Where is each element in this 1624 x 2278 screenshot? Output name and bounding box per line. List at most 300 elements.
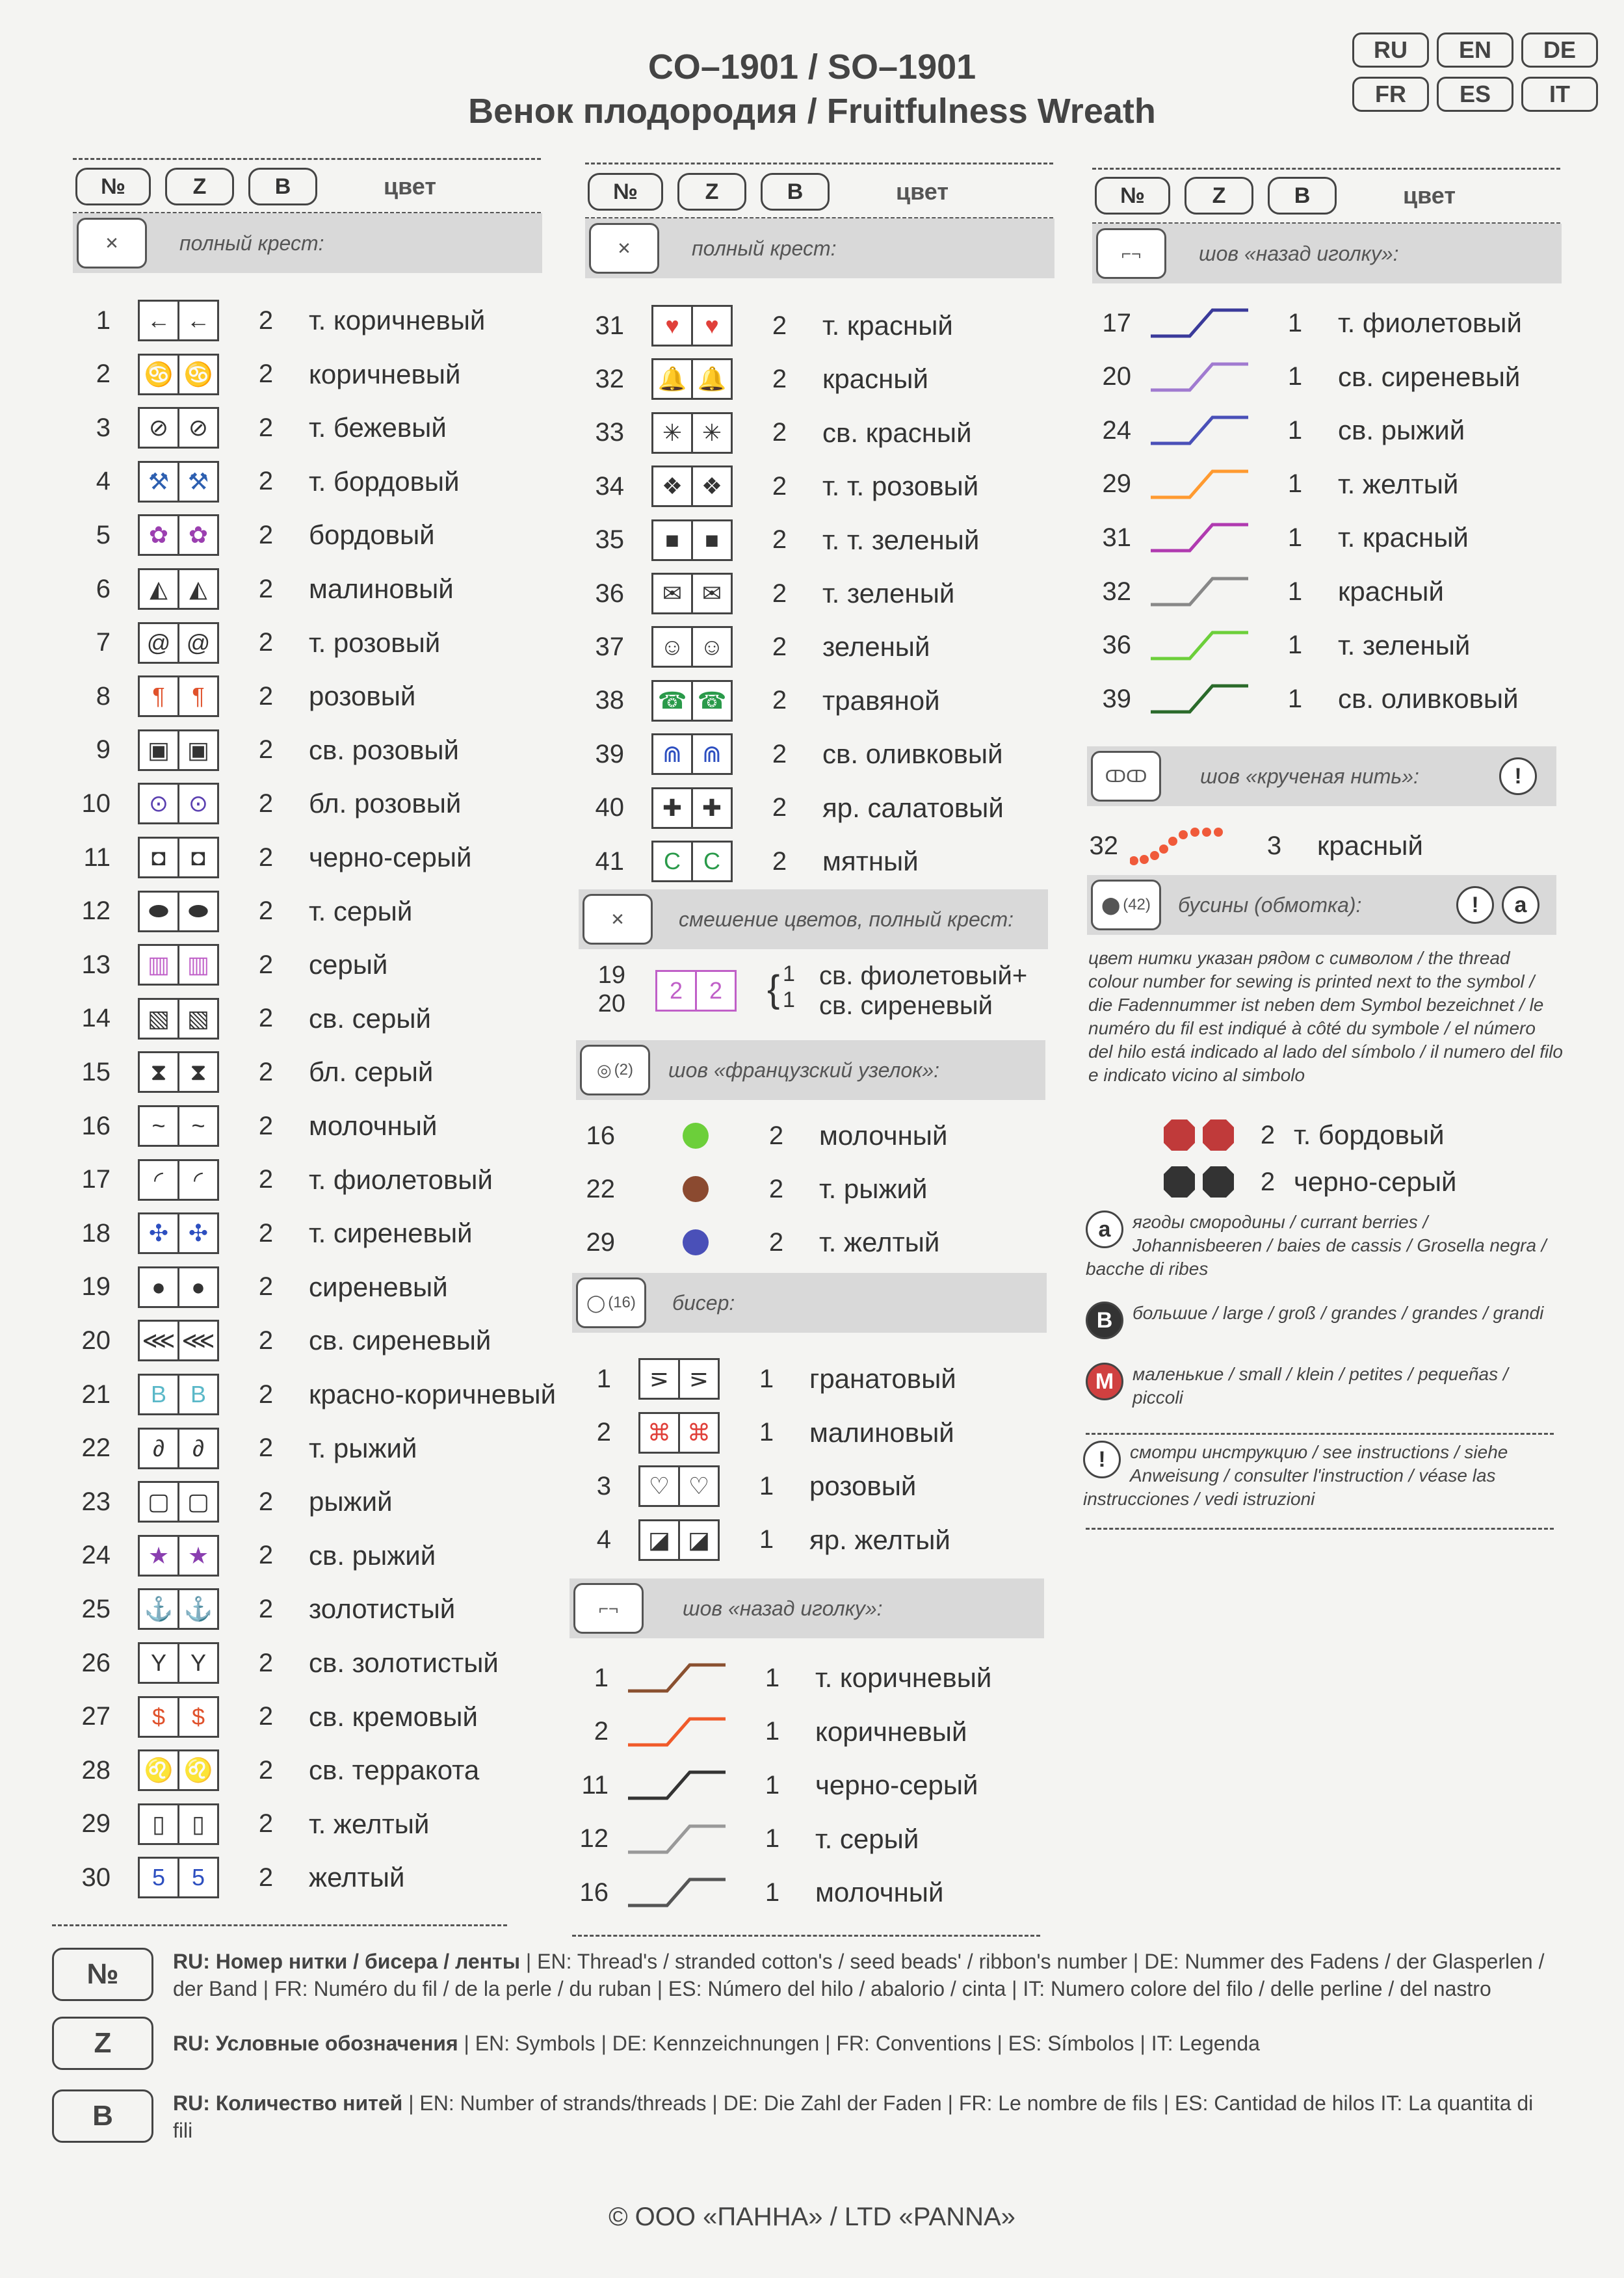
blend-strands: 1 1 bbox=[783, 962, 795, 1012]
row-number: 12 bbox=[81, 897, 111, 926]
section-backstitch-2 bbox=[570, 1578, 1044, 1638]
strand-count: 2 bbox=[772, 364, 787, 393]
color-row bbox=[572, 624, 930, 670]
symbol-glyph: ❖ bbox=[653, 467, 693, 505]
color-row bbox=[559, 1463, 916, 1509]
bead-pair-red bbox=[1164, 1116, 1242, 1155]
symbol-glyph: ⋝ bbox=[688, 1365, 709, 1392]
color-name: черно-серый bbox=[309, 842, 472, 872]
strands-header: B bbox=[248, 168, 317, 205]
stitch-path bbox=[1151, 525, 1248, 551]
stitch-symbol bbox=[651, 680, 733, 722]
note-text: большие / large / groß / grandes / grandes / grandi bbox=[1133, 1303, 1544, 1323]
twist-bead bbox=[1130, 856, 1138, 865]
color-row bbox=[59, 942, 387, 988]
backstitch-row bbox=[557, 1762, 978, 1808]
lang-en-button[interactable]: EN bbox=[1437, 33, 1513, 68]
backstitch-line bbox=[628, 1655, 726, 1701]
symbol-glyph: ⬬ bbox=[188, 897, 209, 924]
backstitch-row bbox=[1079, 300, 1522, 346]
section-label: бисер: bbox=[672, 1290, 735, 1315]
backstitch-row bbox=[557, 1816, 919, 1862]
symbol-glyph: ✚ bbox=[653, 789, 693, 827]
backstitch-line bbox=[1151, 354, 1248, 400]
small-bead-icon: M bbox=[1086, 1363, 1123, 1400]
color-name: св. рыжий bbox=[309, 1539, 436, 1571]
symbol-glyph: 🔔 bbox=[697, 365, 727, 393]
strand-count: 2 bbox=[258, 1755, 274, 1785]
color-name: т. бордовый bbox=[309, 465, 460, 497]
stitch-symbol bbox=[138, 1803, 219, 1845]
row-number: 16 bbox=[81, 1111, 111, 1140]
stitch-symbol bbox=[138, 891, 219, 932]
strand-count: 2 bbox=[772, 686, 787, 715]
color-name: красно-коричневый bbox=[309, 1379, 557, 1409]
color-name: св. сиреневый bbox=[1338, 361, 1521, 392]
stitch-symbol bbox=[138, 1588, 219, 1630]
symbol-glyph: ◜ bbox=[140, 1161, 179, 1199]
symbol-glyph: ⊘ bbox=[140, 409, 179, 447]
symbol-glyph: ⌘ bbox=[640, 1414, 680, 1452]
french-knot-icon: ◎ (2) bbox=[580, 1045, 650, 1095]
color-row bbox=[59, 1264, 448, 1310]
row-number: 2 bbox=[96, 360, 111, 389]
color-row bbox=[59, 1103, 437, 1149]
language-selector bbox=[1352, 33, 1598, 112]
color-name: т. коричневый bbox=[815, 1662, 992, 1693]
brace: { bbox=[767, 968, 780, 1010]
strand-count: 2 bbox=[258, 681, 274, 711]
stitch-symbol bbox=[138, 1320, 219, 1361]
row-number: 36 bbox=[595, 579, 624, 608]
strand-count: 1 bbox=[765, 1770, 780, 1800]
bead-row bbox=[1164, 1112, 1457, 1159]
row-number: 24 bbox=[1102, 415, 1131, 445]
color-name: красный bbox=[1317, 830, 1423, 861]
section-full-cross-1 bbox=[73, 213, 542, 273]
stitch-path bbox=[628, 1826, 726, 1852]
symbol-glyph: ⋒ bbox=[701, 740, 722, 768]
note-text: ягоды смородины / currant berries / Johannisbeeren / baies de cassis / Grosella negra / bacche di ribes bbox=[1086, 1212, 1547, 1279]
section-label: шов «французский узелок»: bbox=[668, 1058, 939, 1082]
color-row bbox=[572, 410, 972, 456]
section-twisted bbox=[1087, 746, 1556, 806]
row-number: 1 bbox=[594, 1663, 609, 1692]
symbol-glyph: ✳ bbox=[653, 414, 693, 452]
strand-count: 2 bbox=[772, 471, 787, 501]
color-name: св. оливковый bbox=[1338, 683, 1519, 714]
color-name: красный bbox=[822, 363, 928, 395]
row-number: 35 bbox=[595, 525, 624, 555]
strand-count: 2 bbox=[258, 574, 274, 603]
section-blend bbox=[579, 889, 1048, 949]
stitch-symbol bbox=[138, 1535, 219, 1577]
row-number: 29 bbox=[586, 1227, 615, 1257]
backstitch-line bbox=[1151, 623, 1248, 668]
strand-count: 2 bbox=[258, 1863, 274, 1892]
bead-pair-black bbox=[1164, 1162, 1242, 1201]
backstitch-line bbox=[1151, 515, 1248, 560]
twist-bead bbox=[1140, 855, 1149, 864]
strand-count: 1 bbox=[765, 1824, 780, 1853]
color-name: т. фиолетовый bbox=[1338, 308, 1522, 338]
symbol-glyph: B bbox=[190, 1381, 206, 1407]
symbol-glyph: ¶ bbox=[140, 677, 179, 715]
stitch-symbol bbox=[138, 622, 219, 664]
symbol-glyph: ♥ bbox=[705, 312, 719, 339]
color-row bbox=[59, 1049, 433, 1095]
symbol-glyph: @ bbox=[186, 629, 211, 656]
backstitch-icon: ⌐¬ bbox=[573, 1583, 644, 1634]
row-number: 29 bbox=[81, 1809, 111, 1839]
symbol-glyph: ▣ bbox=[140, 731, 179, 769]
color-name: малиновый bbox=[809, 1417, 954, 1448]
row-number: 24 bbox=[81, 1541, 111, 1570]
strand-count: 1 bbox=[1287, 684, 1303, 713]
strand-count: 2 bbox=[772, 579, 787, 608]
symbol-glyph: ★ bbox=[140, 1537, 179, 1575]
color-name: т. серый bbox=[815, 1823, 919, 1854]
color-row bbox=[572, 731, 1003, 777]
color-name: травяной bbox=[822, 685, 940, 716]
row-number: 37 bbox=[595, 632, 624, 661]
stitch-symbol bbox=[138, 1642, 219, 1684]
color-row bbox=[59, 1211, 473, 1256]
lang-ru-button[interactable]: RU bbox=[1352, 33, 1429, 68]
symbol-header: Z bbox=[165, 168, 234, 205]
color-name: золотистый bbox=[309, 1593, 456, 1625]
symbol-glyph: ◘ bbox=[191, 844, 205, 871]
color-name: т. рыжий bbox=[309, 1432, 417, 1463]
stitch-symbol bbox=[138, 729, 219, 771]
row-number: 8 bbox=[96, 681, 111, 711]
twist-bead bbox=[1179, 830, 1188, 839]
warning-icon: ! bbox=[1456, 886, 1494, 924]
backstitch-line bbox=[628, 1762, 726, 1808]
symbol-glyph: C bbox=[653, 843, 693, 880]
divider bbox=[1086, 1528, 1554, 1530]
twisted-stitch-icon: ↀↀ bbox=[1091, 751, 1161, 802]
symbol-glyph: ♌ bbox=[183, 1757, 213, 1784]
blend-names: св. фиолетовый+ св. сиреневый bbox=[819, 962, 1028, 1020]
stitch-symbol bbox=[138, 1749, 219, 1791]
symbol-glyph: ◭ bbox=[140, 570, 179, 608]
color-name: рыжий bbox=[309, 1486, 393, 1517]
row-number: 22 bbox=[81, 1434, 111, 1463]
symbol-glyph: @ bbox=[140, 624, 179, 662]
stitch-symbol bbox=[651, 412, 733, 454]
symbol-glyph: $ bbox=[140, 1698, 179, 1736]
stitch-symbol bbox=[651, 573, 733, 614]
strand-count: 2 bbox=[258, 1702, 274, 1731]
symbol-glyph: ∂ bbox=[192, 1434, 204, 1461]
backstitch-icon: ⌐¬ bbox=[1096, 228, 1166, 279]
color-name: т. коричневый bbox=[309, 305, 486, 335]
row-number: 36 bbox=[1102, 631, 1131, 660]
color-row bbox=[572, 839, 919, 884]
strand-count: 2 bbox=[258, 843, 274, 872]
color-name: коричневый bbox=[309, 358, 461, 389]
strand-count: 2 bbox=[258, 1057, 274, 1086]
lang-fr-button[interactable]: FR bbox=[1352, 77, 1429, 112]
stitch-symbol bbox=[638, 1519, 720, 1561]
symbol-glyph: $ bbox=[191, 1703, 205, 1730]
stitch-path bbox=[1151, 310, 1248, 336]
strand-count: 2 bbox=[772, 846, 787, 876]
twist-bead bbox=[1159, 844, 1168, 854]
row-number: 15 bbox=[81, 1057, 111, 1086]
color-name: зеленый bbox=[822, 631, 930, 662]
stitch-path bbox=[1151, 417, 1248, 443]
row-number: 4 bbox=[96, 467, 111, 496]
section-label: смешение цветов, полный крест: bbox=[679, 907, 1014, 931]
section-backstitch-3 bbox=[1092, 224, 1562, 283]
stitch-symbol bbox=[138, 514, 219, 556]
color-name: гранатовый bbox=[809, 1363, 956, 1394]
legend-row-number bbox=[52, 1948, 1567, 2002]
color-row bbox=[59, 405, 447, 451]
knot-dot bbox=[683, 1123, 709, 1149]
color-row bbox=[572, 571, 954, 616]
strand-count: 2 bbox=[258, 1594, 274, 1623]
color-row bbox=[59, 352, 460, 397]
row-number: 3 bbox=[96, 413, 111, 442]
color-name: т. сиреневый bbox=[309, 1218, 473, 1249]
color-row bbox=[59, 1533, 436, 1578]
stitch-symbol bbox=[138, 837, 219, 878]
stitch-symbol bbox=[138, 1857, 219, 1898]
symbol-glyph: ▯ bbox=[140, 1805, 179, 1843]
row-number: 1 bbox=[96, 306, 111, 335]
bead-row bbox=[1164, 1159, 1457, 1205]
title-line-2: Венок плодородия / Fruitfulness Wreath bbox=[468, 92, 1156, 131]
backstitch-row bbox=[557, 1870, 943, 1915]
strand-count: 1 bbox=[759, 1525, 774, 1554]
bead-icon: ◯ (16) bbox=[576, 1277, 646, 1328]
symbol-glyph: ♋ bbox=[183, 360, 213, 387]
row-number: 2 bbox=[596, 1418, 611, 1447]
symbol-glyph: ◜ bbox=[194, 1166, 203, 1193]
color-name: молочный bbox=[815, 1877, 944, 1907]
french-knot-row bbox=[563, 1166, 927, 1212]
color-row bbox=[572, 464, 978, 509]
symbol-glyph: ⚓ bbox=[140, 1590, 179, 1628]
color-row bbox=[572, 303, 953, 348]
symbol-glyph: ▥ bbox=[187, 951, 209, 978]
color-row bbox=[59, 1157, 493, 1203]
color-row bbox=[59, 1318, 491, 1363]
lang-de-button[interactable]: DE bbox=[1521, 33, 1598, 68]
color-row bbox=[59, 1801, 429, 1847]
lang-es-button[interactable]: ES bbox=[1437, 77, 1513, 112]
row-number: 23 bbox=[81, 1487, 111, 1516]
knot-dot bbox=[683, 1176, 709, 1202]
color-name: т. фиолетовый bbox=[309, 1164, 493, 1195]
row-number: 32 bbox=[1102, 577, 1131, 606]
symbol-glyph: ♡ bbox=[688, 1473, 710, 1500]
symbol-glyph: ■ bbox=[653, 521, 693, 559]
symbol-glyph: ☺ bbox=[700, 633, 724, 661]
symbol-glyph: ⚓ bbox=[183, 1595, 213, 1623]
row-number: 32 bbox=[1089, 831, 1118, 860]
color-header: цвет bbox=[896, 178, 949, 205]
strand-count: 2 bbox=[258, 520, 274, 549]
color-row bbox=[59, 889, 412, 934]
color-name: т. желтый bbox=[1338, 468, 1459, 499]
legend-text: RU: Количество нитей | EN: Number of strands/threads | DE: Die Zahl der Faden | FR: Le nombre de fils | ES: Cantidad de hilos IT: La quantita di fili bbox=[173, 2091, 1534, 2142]
twist-bead bbox=[1168, 837, 1177, 846]
row-number: 14 bbox=[81, 1004, 111, 1033]
strand-count: 2 bbox=[768, 1174, 784, 1203]
color-row bbox=[572, 517, 979, 563]
row-number: 2 bbox=[594, 1717, 609, 1746]
french-knot-row bbox=[563, 1220, 939, 1265]
backstitch-line bbox=[1151, 569, 1248, 614]
stitch-symbol bbox=[138, 944, 219, 986]
title-line-1: CO–1901 / SO–1901 bbox=[648, 47, 976, 86]
strand-count: 2 bbox=[1260, 1120, 1276, 1149]
strand-count: 2 bbox=[768, 1227, 784, 1257]
symbol-header: Z bbox=[1185, 177, 1253, 215]
large-bead-icon: B bbox=[1086, 1302, 1123, 1339]
divider bbox=[585, 163, 1053, 164]
color-name: малиновый bbox=[309, 573, 454, 604]
symbol-glyph: ▧ bbox=[187, 1004, 209, 1032]
backstitch-line bbox=[628, 1816, 726, 1862]
strand-count: 2 bbox=[258, 1434, 274, 1463]
color-name: красный bbox=[1338, 576, 1444, 607]
number-header: № bbox=[75, 168, 151, 205]
color-name: св. оливковый bbox=[822, 739, 1003, 770]
stitch-path bbox=[628, 1879, 726, 1905]
row-number: 10 bbox=[81, 789, 111, 818]
strand-count: 1 bbox=[765, 1717, 780, 1746]
symbol-glyph: ▧ bbox=[140, 1000, 179, 1038]
stitch-symbol bbox=[651, 733, 733, 775]
symbol-glyph: ♡ bbox=[640, 1467, 680, 1505]
stitch-symbol bbox=[651, 465, 733, 507]
stitch-symbol bbox=[651, 519, 733, 561]
color-name: молочный bbox=[309, 1110, 438, 1141]
note-a-icon: a bbox=[1502, 886, 1539, 924]
color-row bbox=[59, 1694, 478, 1740]
color-name: черно-серый bbox=[815, 1770, 978, 1800]
note-currant bbox=[1086, 1211, 1554, 1281]
row-number: 9 bbox=[96, 735, 111, 765]
twisted-stitch-line bbox=[1130, 823, 1227, 869]
number-header: № bbox=[1095, 177, 1170, 215]
row-number: 30 bbox=[81, 1863, 111, 1892]
stitch-symbol bbox=[138, 1266, 219, 1308]
legend-symbol-box: Z bbox=[52, 2017, 153, 2070]
strand-count: 2 bbox=[258, 1648, 274, 1677]
note-small bbox=[1086, 1363, 1554, 1409]
color-name: мятный bbox=[822, 846, 919, 876]
stitch-symbol bbox=[651, 841, 733, 882]
color-name: св. серый bbox=[309, 1002, 432, 1034]
row-number: 20 bbox=[1102, 362, 1131, 391]
symbol-glyph: ✳ bbox=[701, 419, 722, 446]
row-number: 17 bbox=[1102, 308, 1131, 337]
symbol-glyph: 5 bbox=[140, 1859, 179, 1896]
stitch-symbol bbox=[638, 1358, 720, 1400]
stitch-symbol bbox=[638, 1412, 720, 1454]
color-name: бл. серый bbox=[309, 1056, 434, 1088]
symbol-glyph: 🔔 bbox=[653, 360, 693, 398]
row-number: 7 bbox=[96, 628, 111, 657]
backstitch-row bbox=[1079, 354, 1520, 400]
knot-dot bbox=[683, 1229, 709, 1255]
backstitch-row bbox=[1079, 569, 1444, 614]
backstitch-row bbox=[1079, 676, 1519, 722]
symbol-glyph: ♋ bbox=[140, 356, 179, 393]
stitch-symbol bbox=[138, 1051, 219, 1093]
color-name: св. рыжий bbox=[1338, 415, 1465, 446]
stitch-path bbox=[1151, 579, 1248, 605]
color-name: т. серый bbox=[309, 895, 413, 926]
number-header: № bbox=[588, 173, 663, 211]
color-row bbox=[59, 781, 461, 826]
row-number: 32 bbox=[595, 364, 624, 393]
stitch-symbol bbox=[138, 1481, 219, 1523]
backstitch-row bbox=[1079, 462, 1458, 507]
strands-header: B bbox=[1268, 177, 1337, 215]
color-name: бордовый bbox=[309, 519, 435, 551]
symbol-glyph: ✿ bbox=[188, 521, 209, 549]
strand-count: 2 bbox=[258, 1111, 274, 1140]
symbol-glyph: ~ bbox=[191, 1112, 205, 1139]
note-text: маленькие / small / klein / petites / pequeñas / piccoli bbox=[1133, 1364, 1508, 1407]
color-row bbox=[59, 566, 454, 612]
row-number: 17 bbox=[81, 1165, 111, 1194]
symbol-glyph: ▥ bbox=[140, 946, 179, 984]
strand-count: 2 bbox=[258, 1004, 274, 1033]
column-header-3 bbox=[1095, 177, 1456, 215]
symbol-glyph: ¶ bbox=[192, 683, 205, 710]
lang-it-button[interactable]: IT bbox=[1521, 77, 1598, 112]
color-name: розовый bbox=[309, 681, 416, 712]
section-label: шов «назад иголку»: bbox=[1199, 241, 1399, 265]
row-number: 1 bbox=[596, 1364, 611, 1393]
color-row bbox=[559, 1356, 956, 1402]
strand-count: 1 bbox=[1287, 631, 1303, 660]
stitch-symbol bbox=[651, 305, 733, 347]
symbol-glyph: C bbox=[703, 848, 720, 874]
symbol-glyph: Y bbox=[190, 1649, 206, 1676]
section-label: бусины (обмотка): bbox=[1178, 893, 1362, 917]
color-row bbox=[59, 1586, 455, 1632]
color-row bbox=[59, 996, 431, 1041]
cross-stitch-icon: ✕ bbox=[77, 218, 147, 268]
strand-count: 2 bbox=[258, 306, 274, 335]
divider bbox=[52, 1924, 507, 1926]
row-number: 31 bbox=[595, 311, 624, 340]
symbol-glyph: ← bbox=[187, 307, 210, 334]
color-header: цвет bbox=[1403, 182, 1456, 209]
row-number: 12 bbox=[579, 1824, 609, 1853]
strand-count: 2 bbox=[772, 739, 787, 768]
strand-count: 1 bbox=[1287, 577, 1303, 606]
strand-count: 2 bbox=[258, 1165, 274, 1194]
twist-bead bbox=[1150, 851, 1159, 860]
color-row bbox=[59, 1748, 479, 1793]
strand-count: 2 bbox=[258, 1809, 274, 1839]
row-number: 6 bbox=[96, 574, 111, 603]
color-name: т. бордовый bbox=[1294, 1119, 1445, 1150]
stitch-symbol bbox=[138, 461, 219, 503]
color-row bbox=[559, 1410, 954, 1456]
stitch-path bbox=[1151, 364, 1248, 390]
